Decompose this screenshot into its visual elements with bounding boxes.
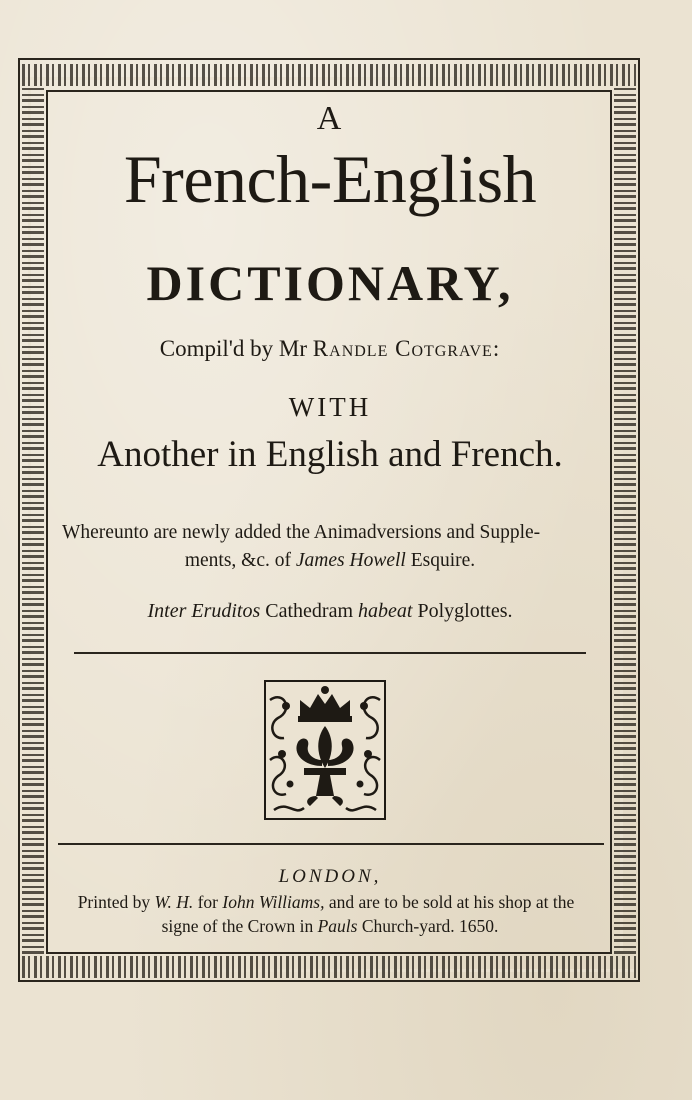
whereunto-author: James Howell	[295, 550, 406, 571]
motto-part-c: habeat	[358, 600, 413, 622]
imprint-text-e: Church-yard. 1650.	[357, 916, 499, 936]
ornament-border-bottom	[22, 956, 636, 978]
whereunto-line-1: Whereunto are newly added the Animadversions and Supple-	[62, 522, 541, 543]
whereunto-line-2	[60, 550, 600, 572]
compiled-prefix: Compil'd by Mr	[159, 336, 313, 361]
page-subtitle: DICTIONARY,	[146, 255, 514, 311]
title-article: A	[316, 100, 344, 137]
ornament-border-left	[22, 88, 44, 954]
with-line: WITH	[288, 392, 372, 422]
page-title: French-English	[123, 141, 537, 217]
compiler-line	[60, 336, 600, 362]
whereunto-text-a: ments, &c. of	[184, 550, 296, 571]
divider-rule-bottom	[58, 843, 604, 845]
imprint-text-d: signe of the Crown in	[161, 916, 318, 936]
compiler-name: Randle Cotgrave:	[312, 336, 501, 361]
divider-rule-top	[74, 652, 586, 654]
another-line: Another in English and French.	[97, 434, 563, 475]
ornament-border-top	[22, 64, 636, 86]
imprint-place-name: Pauls	[317, 916, 358, 936]
imprint-line-1	[62, 892, 590, 913]
whereunto-text-b: Esquire.	[405, 550, 476, 571]
motto-part-a: Inter Eruditos	[147, 600, 261, 622]
imprint-publisher: Iohn Williams,	[222, 892, 325, 912]
imprint-text-b: for	[193, 892, 223, 912]
latin-motto	[60, 600, 600, 623]
fleur-de-lis-crown-icon	[264, 680, 386, 820]
imprint-printer: W. H.	[154, 892, 194, 912]
ornament-border-right	[614, 88, 636, 954]
motto-part-d: Polyglottes.	[412, 600, 513, 622]
imprint-text-a: Printed by	[77, 892, 155, 912]
imprint-place: LONDON,	[278, 866, 382, 887]
motto-part-b: Cathedram	[260, 600, 359, 622]
imprint-line-2	[60, 916, 600, 937]
imprint-text-c: and are to be sold at his shop at the	[324, 892, 575, 912]
